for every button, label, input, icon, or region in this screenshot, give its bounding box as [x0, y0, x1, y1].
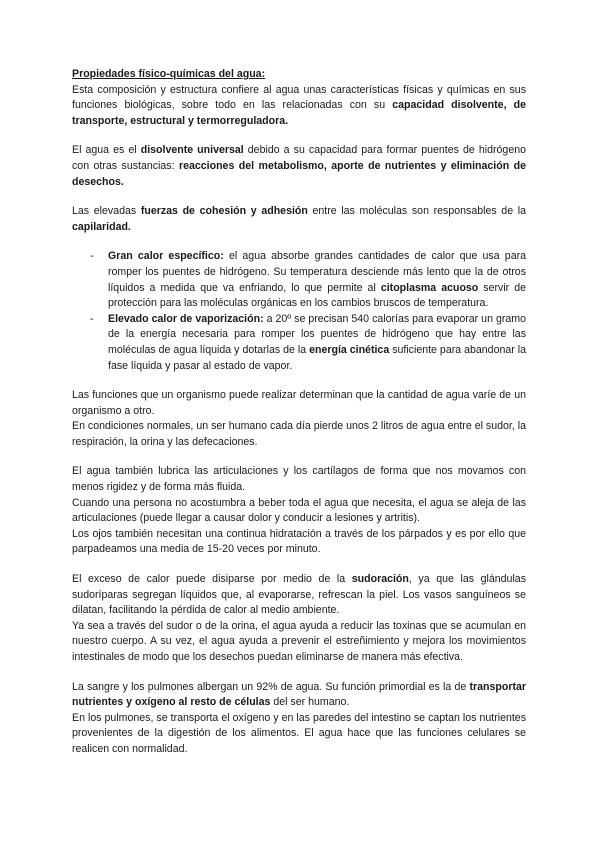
bold-text: disolvente universal	[140, 144, 244, 157]
page-title: Propiedades físico-químicas del agua:	[72, 68, 266, 80]
text: El exceso de calor puede disiparse por medio de la	[72, 573, 352, 586]
paragraph-solvent	[72, 143, 526, 190]
bold-text: transportar nutrientes y oxígeno al resto de células	[72, 680, 526, 709]
paragraph-lungs: En los pulmones, se transporta el oxígeno y en las paredes del intestino se captan los nutrientes provenientes de la digestión de los alimentos. El agua hace que las funciones celulares se realicen con normalidad.	[72, 711, 526, 755]
bullet-dash: -	[90, 312, 94, 325]
paragraph-eyes: Los ojos también necesitan una continua hidratación a través de los párpados y es por ello que parpadeamos una media de 15-20 veces por minuto.	[72, 527, 526, 556]
bold-text: Gran calor específico:	[108, 250, 224, 263]
bold-text: capilaridad.	[72, 220, 131, 233]
bold-text: sudoración	[351, 573, 409, 586]
properties-list	[72, 249, 526, 374]
text: servir de protección para las moléculas orgánicas en los cambios bruscos de temperatura.	[108, 281, 526, 310]
text: Esta composición y estructura confiere al agua unas características físicas y químicas en sus funciones biológicas, sobre todo en las relacionadas con su	[72, 83, 526, 112]
bullet-dash: -	[90, 250, 94, 263]
list-item	[90, 249, 526, 311]
text: debido a su capacidad para formar puentes de hidrógeno con otras sustancias:	[72, 144, 526, 172]
paragraph-cohesion	[72, 204, 526, 235]
text: El agua es el	[72, 144, 141, 157]
bold-text: energía cinética	[309, 343, 390, 356]
text: suficiente para abandonar la fase líquida y pasar al estado de vapor.	[108, 343, 526, 372]
paragraph-toxins: Ya sea a través del sudor o de la orina, el agua ayuda a reducir las toxinas que se acumulan en nuestro cuerpo. A su vez, el agua ayuda a prevenir el estreñimiento y mejora los movimientos intestinales de modo que los desechos puedan eliminarse de manera más efectiva.	[72, 619, 526, 663]
text: entre las moléculas son responsables de la	[307, 205, 526, 218]
text: , ya que las glándulas sudoríparas segregan líquidos que, al evaporarse, refrescan la piel. Los vasos sanguíneos se dilatan, facilitando la pérdida de calor al medio ambiente.	[72, 573, 526, 617]
bold-text: Elevado calor de vaporización:	[108, 312, 264, 325]
list-item	[90, 312, 526, 374]
bold-text: fuerzas de cohesión y adhesión	[140, 205, 308, 218]
paragraph-water-loss: En condiciones normales, un ser humano cada día pierde unos 2 litros de agua entre el sudor, la respiración, la orina y las defecaciones.	[72, 420, 526, 448]
bold-text: reacciones del metabolismo, aporte de nutrientes y eliminación de desechos.	[72, 159, 526, 188]
text: Las elevadas	[72, 205, 141, 218]
document-body	[72, 67, 526, 758]
bold-text: capacidad disolvente, de transporte, estructural y termorreguladora.	[72, 99, 526, 127]
text: del ser humano.	[270, 696, 350, 709]
text: el agua absorbe grandes cantidades de calor que usa para romper los puentes de hidrógeno. Su temperatura desciende más lento que la de otros líquidos a medida que va enfriando, lo que permite al	[108, 250, 526, 294]
paragraph-functions: Las funciones que un organismo puede realizar determinan que la cantidad de agua varíe de un organismo a otro.	[72, 389, 526, 417]
paragraph-dehydration: Cuando una persona no acostumbra a beber toda el agua que necesita, el agua se aleja de las articulaciones (puede llegar a causar dolor y conducir a lesiones y artritis).	[72, 496, 526, 525]
paragraph-blood	[72, 680, 526, 711]
text: a 20º se precisan 540 calorías para evaporar un gramo de la energía necesaria para romper los puentes de hidrógeno que hay entre las moléculas de agua líquida y dotarlas de la	[108, 312, 526, 356]
paragraph-composition	[72, 83, 526, 130]
bold-text: citoplasma acuoso	[380, 281, 479, 294]
paragraph-sweating	[72, 572, 526, 619]
paragraph-lubrication: El agua también lubrica las articulaciones y los cartílagos de forma que nos movamos con menos rigidez y de forma más fluida.	[72, 465, 526, 494]
text: La sangre y los pulmones albergan un 92% de agua. Su función primordial es la de	[72, 680, 470, 693]
